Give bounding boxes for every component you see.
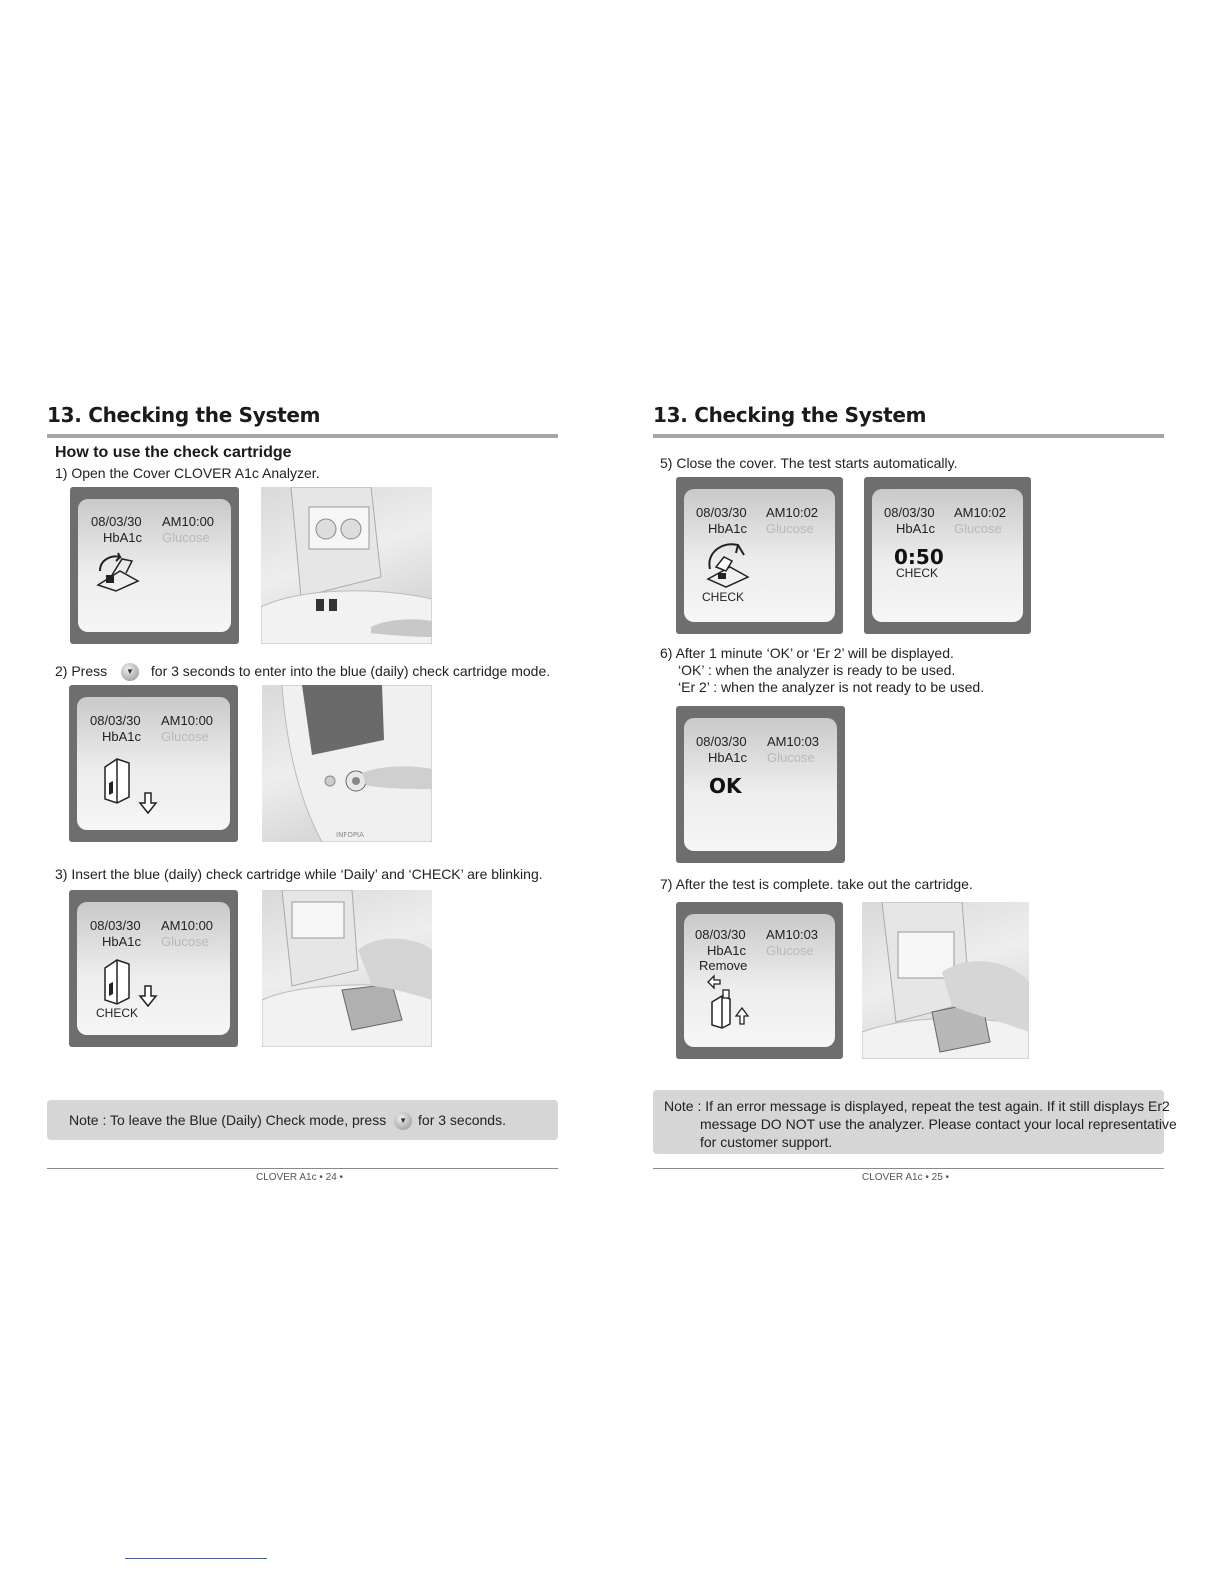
cartridge-insert-icon: [99, 954, 169, 1010]
lcd-date: 08/03/30: [91, 514, 142, 529]
close-cover-icon: [702, 539, 752, 589]
left-footer-rule: [47, 1168, 558, 1169]
lcd-step-1: [70, 487, 239, 644]
right-footer: CLOVER A1c • 25 •: [862, 1172, 950, 1183]
lcd-step-7-remove: [676, 902, 843, 1059]
right-footer-rule: [653, 1168, 1164, 1169]
lcd-date: 08/03/30: [695, 927, 746, 942]
left-page-title: 13. Checking the System: [47, 403, 321, 427]
lcd-alt-test: Glucose: [766, 521, 814, 536]
lcd-date: 08/03/30: [696, 505, 747, 520]
left-note-suffix: for 3 seconds.: [418, 1112, 506, 1128]
lcd-test: HbA1c: [102, 729, 142, 744]
right-page-title: 13. Checking the System: [653, 403, 927, 427]
photo-press-button: [262, 685, 432, 842]
lcd-status: CHECK: [702, 590, 745, 604]
down-button-icon: ▼: [121, 663, 139, 681]
step-2-prefix: 2) Press: [55, 663, 108, 679]
step-5-text: 5) Close the cover. The test starts automatically.: [660, 455, 958, 471]
lcd-test: HbA1c: [102, 934, 142, 949]
photo-remove-cartridge: [862, 902, 1029, 1059]
step-6-line-1: 6) After 1 minute ‘OK’ or ‘Er 2’ will be displayed.: [660, 645, 954, 661]
lcd-time: AM10:02: [766, 505, 819, 520]
lcd-alt-test: Glucose: [766, 943, 814, 958]
right-note-line-1: Note : If an error message is displayed, repeat the test again. If it still displays Er2: [664, 1098, 1170, 1114]
lcd-timer: 0:50: [894, 545, 944, 569]
step-2-text: [55, 663, 550, 681]
blue-underline: [125, 1558, 267, 1559]
right-note-line-3: for customer support.: [700, 1134, 833, 1150]
lcd-step-3: [69, 890, 238, 1047]
lcd-alt-test: Glucose: [162, 530, 210, 545]
lcd-alt-test: Glucose: [767, 750, 815, 765]
left-subhead: How to use the check cartridge: [55, 444, 292, 461]
lcd-time: AM10:00: [161, 713, 214, 728]
lcd-alt-test: Glucose: [161, 729, 209, 744]
left-note-prefix: Note : To leave the Blue (Daily) Check mode, press: [69, 1112, 387, 1128]
lcd-alt-test: Glucose: [954, 521, 1002, 536]
step-2-suffix: for 3 seconds to enter into the blue (daily) check cartridge mode.: [150, 663, 551, 679]
lcd-result: OK: [709, 774, 742, 798]
right-note-box: [653, 1090, 1177, 1154]
lcd-date: 08/03/30: [90, 713, 141, 728]
lcd-test: HbA1c: [708, 521, 748, 536]
lcd-time: AM10:03: [766, 927, 819, 942]
lcd-date: 08/03/30: [696, 734, 747, 749]
lcd-time: AM10:00: [162, 514, 215, 529]
left-note-box: [47, 1100, 558, 1140]
lcd-date: 08/03/30: [884, 505, 935, 520]
lcd-date: 08/03/30: [90, 918, 141, 933]
lcd-time: AM10:00: [161, 918, 214, 933]
step-3-text: 3) Insert the blue (daily) check cartridge while ‘Daily’ and ‘CHECK’ are blinking.: [55, 866, 543, 882]
lcd-status: CHECK: [896, 566, 939, 580]
lcd-status: Remove: [699, 958, 748, 973]
step-1-text: 1) Open the Cover CLOVER A1c Analyzer.: [55, 465, 320, 481]
lcd-step-6-ok: [676, 706, 845, 863]
open-cover-icon: [92, 549, 144, 593]
svg-text:INFOPIA: INFOPIA: [336, 831, 364, 839]
lcd-time: AM10:02: [954, 505, 1007, 520]
left-note-text: [69, 1112, 506, 1130]
photo-open-cover: [261, 487, 432, 644]
step-6-line-3: ‘Er 2’ : when the analyzer is not ready to be used.: [678, 679, 985, 695]
step-6-line-2: ‘OK’ : when the analyzer is ready to be used.: [678, 662, 956, 678]
lcd-step-5-timer: [864, 477, 1031, 634]
lcd-time: AM10:03: [767, 734, 820, 749]
remove-cartridge-icon: [706, 972, 756, 1030]
down-button-icon: ▼: [394, 1112, 412, 1130]
lcd-step-2: [69, 685, 238, 842]
lcd-alt-test: Glucose: [161, 934, 209, 949]
lcd-status: CHECK: [96, 1006, 139, 1020]
right-title-rule: [653, 434, 1164, 438]
photo-insert-cartridge: [262, 890, 432, 1047]
lcd-test: HbA1c: [707, 943, 747, 958]
step-7-text: 7) After the test is complete. take out the cartridge.: [660, 876, 973, 892]
lcd-test: HbA1c: [896, 521, 936, 536]
lcd-test: HbA1c: [708, 750, 748, 765]
lcd-test: HbA1c: [103, 530, 143, 545]
lcd-step-5-cover: [676, 477, 843, 634]
left-title-rule: [47, 434, 558, 438]
left-footer: CLOVER A1c • 24 •: [256, 1172, 344, 1183]
right-note-line-2: message DO NOT use the analyzer. Please contact your local representative: [700, 1116, 1177, 1132]
cartridge-insert-icon: [99, 753, 169, 815]
